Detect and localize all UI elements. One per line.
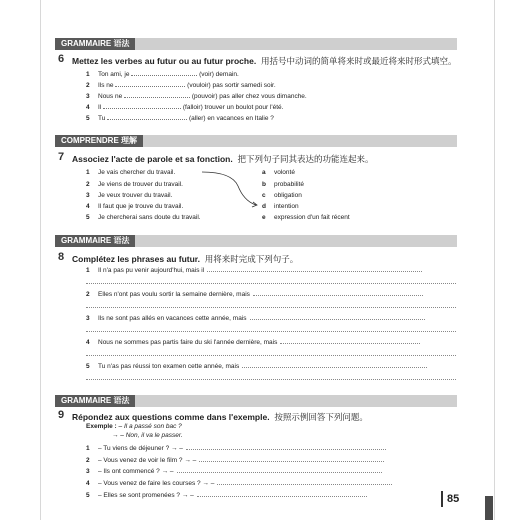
exercise-9-example-answer: → – Non, il va le passer. [112, 432, 183, 439]
exercise-9-item-1: 1 – Tu viens de déjeuner ? → – [86, 444, 386, 452]
exercise-9-item-5: 5 – Elles se sont promenées ? → – [86, 491, 367, 499]
exercise-6-item-1: 1 Ton ami, je (voir) demain. [86, 71, 239, 78]
exercise-7-right-e[interactable]: e expression d'un fait récent [262, 214, 350, 221]
section-header-grammaire-8 [55, 235, 457, 247]
answer-blank[interactable] [186, 444, 386, 450]
answer-blank[interactable] [280, 338, 420, 344]
answer-line[interactable] [86, 307, 456, 308]
exercise-title-8: Complétez les phrases au futur. 用将来时完成下列句子。 [72, 254, 299, 264]
section-header-label: GRAMMAIRE 语法 [55, 38, 135, 50]
exercise-7-right-c[interactable]: c obligation [262, 192, 302, 199]
exercise-7-right-d[interactable]: d intention [262, 203, 299, 210]
answer-blank[interactable] [253, 290, 423, 296]
exercise-6-item-3: 3 Nous ne (pouvoir) pas aller chez vous dimanche. [86, 93, 307, 100]
exercise-6-item-5: 5 Tu (aller) en vacances en Italie ? [86, 115, 274, 122]
answer-blank[interactable] [217, 479, 392, 485]
exercise-9-example: Exemple : – Il a passé son bac ? [86, 423, 182, 430]
answer-line[interactable] [86, 331, 456, 332]
exercise-8-item-1: 1 Il n'a pas pu venir aujourd'hui, mais il [86, 266, 422, 274]
exercise-number-7: 7 [58, 151, 65, 163]
exercise-9-item-4: 4 – Vous venez de faire les courses ? → – [86, 479, 392, 487]
exercise-6-item-4: 4 Il (falloir) trouver un boulot pour l'été. [86, 104, 284, 111]
exercise-number-8: 8 [58, 251, 65, 263]
exercise-7-right-a[interactable]: a volonté [262, 169, 295, 176]
page-corner-tab [485, 496, 493, 520]
exercise-8-item-4: 4 Nous ne sommes pas partis faire du ski l'année dernière, mais [86, 338, 420, 346]
exercise-7-left-2[interactable]: 2 Je viens de trouver du travail. [86, 181, 183, 188]
exercise-6-item-2: 2 Ils ne (vouloir) pas sortir samedi soir. [86, 82, 276, 89]
exercise-7-left-5[interactable]: 5 Je chercherai sans doute du travail. [86, 214, 201, 221]
exercise-8-item-5: 5 Tu n'as pas réussi ton examen cette année, mais [86, 362, 427, 370]
exercise-title-9: Répondez aux questions comme dans l'exemple. 按照示例回答下列问题。 [72, 412, 368, 422]
exercise-7-left-1[interactable]: 1 Je vais chercher du travail. [86, 169, 176, 176]
section-header-label: GRAMMAIRE 语法 [55, 235, 135, 247]
page-number: 85 [441, 491, 459, 507]
exercise-7-right-b[interactable]: b probabilité [262, 181, 304, 188]
section-header-grammaire-9 [55, 395, 457, 407]
answer-blank[interactable] [197, 491, 367, 497]
answer-blank[interactable] [199, 456, 384, 462]
exercise-9-item-3: 3 – Ils ont commencé ? → – [86, 467, 382, 475]
exercise-7-left-4[interactable]: 4 Il faut que je trouve du travail. [86, 203, 184, 210]
exercise-number-6: 6 [58, 53, 65, 65]
answer-blank[interactable] [207, 266, 422, 272]
answer-blank[interactable] [177, 467, 382, 473]
exercise-8-item-3: 3 Ils ne sont pas allés en vacances cette année, mais [86, 314, 425, 322]
section-header-label: COMPRENDRE 理解 [55, 135, 143, 147]
answer-line[interactable] [86, 379, 456, 380]
answer-line[interactable] [86, 283, 456, 284]
exercise-9-item-2: 2 – Vous venez de voir le film ? → – [86, 456, 384, 464]
exercise-number-9: 9 [58, 409, 65, 421]
exercise-title-6: Mettez les verbes au futur ou au futur proche. 用括号中动词的简单将来时或最近将来时形式填空。 [72, 56, 457, 66]
answer-blank[interactable] [242, 362, 427, 368]
exercise-title-7: Associez l'acte de parole et sa fonction. 把下列句子同其表达的功能连起来。 [72, 154, 374, 164]
answer-line[interactable] [86, 355, 456, 356]
section-header-label: GRAMMAIRE 语法 [55, 395, 135, 407]
exercise-8-item-2: 2 Elles n'ont pas voulu sortir la semaine dernière, mais [86, 290, 423, 298]
exercise-7-left-3[interactable]: 3 Je veux trouver du travail. [86, 192, 173, 199]
answer-blank[interactable] [250, 314, 425, 320]
